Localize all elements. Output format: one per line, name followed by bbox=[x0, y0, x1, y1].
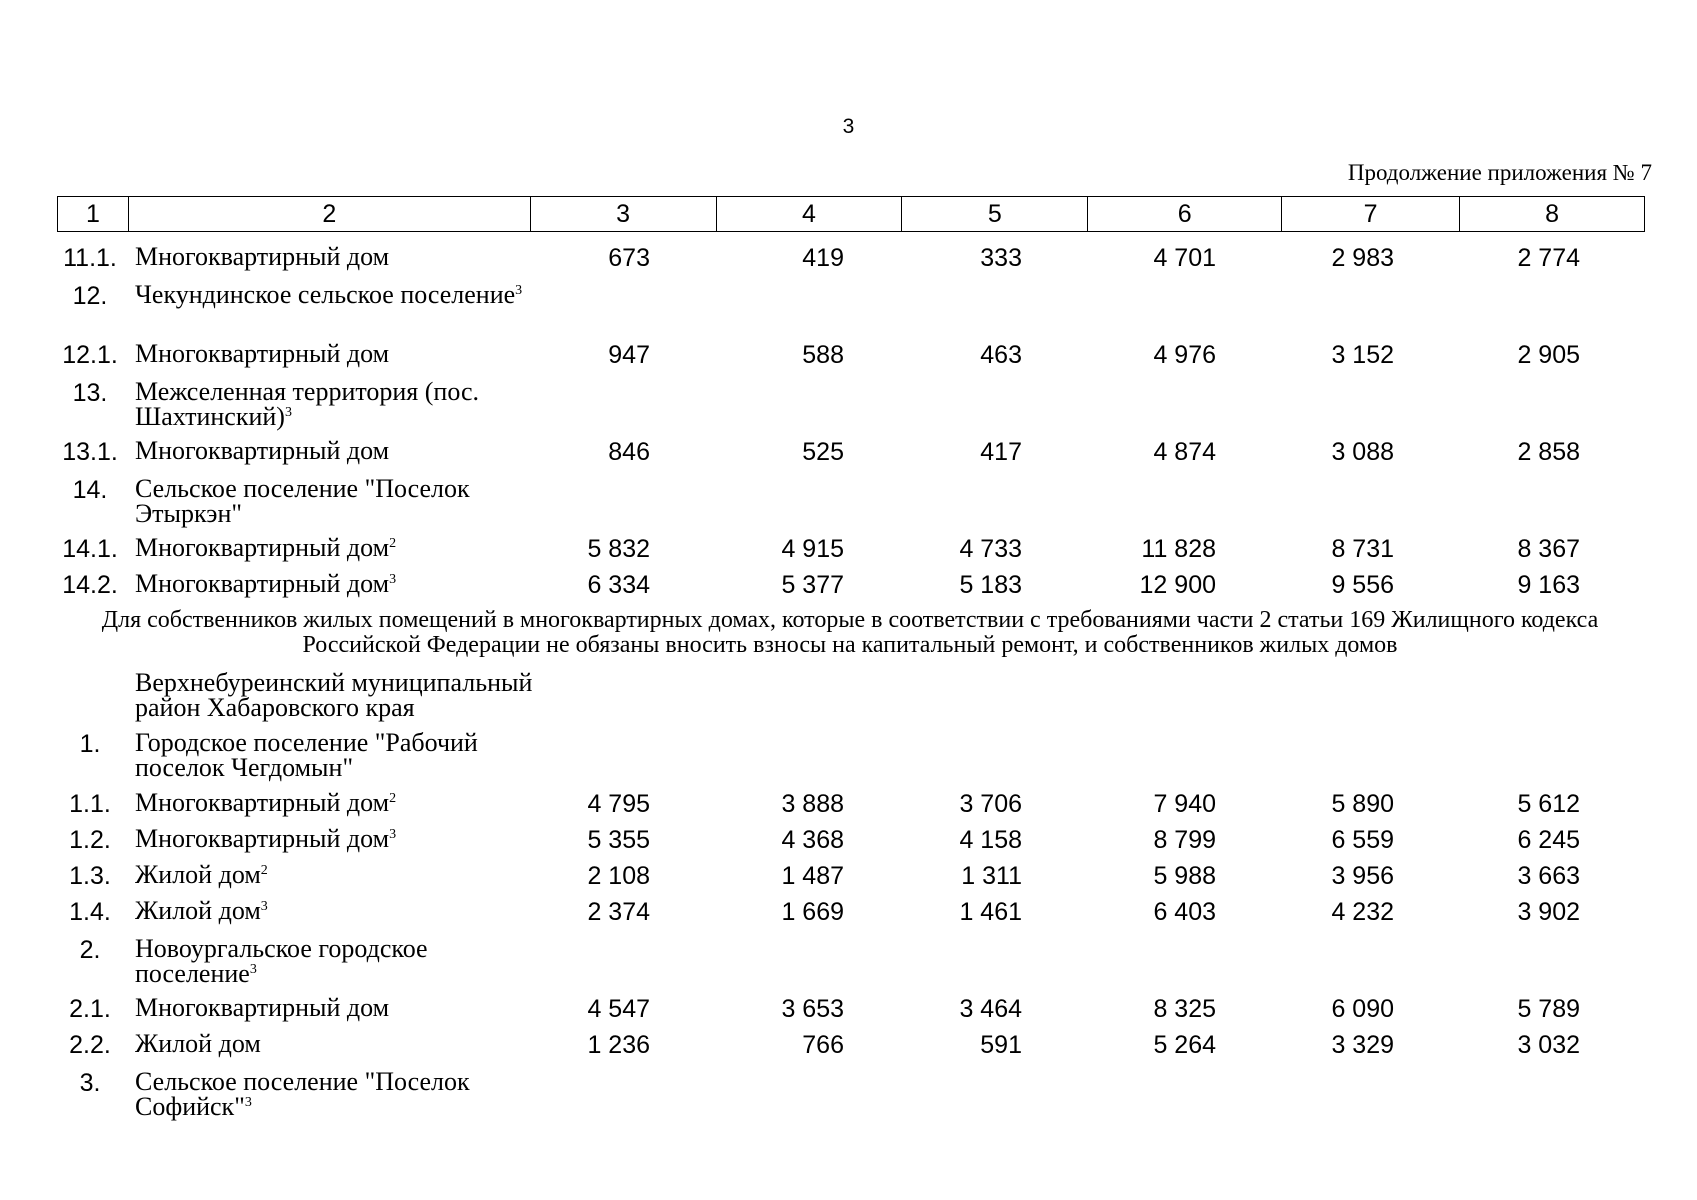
cell-value: 4 976 bbox=[1153, 341, 1216, 369]
cell-value: 9 556 bbox=[1331, 571, 1394, 599]
footnote-mark: 3 bbox=[244, 1095, 252, 1110]
row-name-text: Жилой дом bbox=[135, 1029, 261, 1058]
cell-value: 6 090 bbox=[1331, 995, 1394, 1023]
row-name-text: Многоквартирный дом bbox=[135, 436, 390, 465]
row-name bbox=[135, 535, 535, 560]
cell-value: 3 706 bbox=[959, 790, 1022, 818]
cell-value: 3 902 bbox=[1517, 898, 1580, 926]
column-header: 8 bbox=[1460, 197, 1645, 232]
column-header: 2 bbox=[128, 197, 530, 232]
cell-value: 11 828 bbox=[1141, 535, 1216, 563]
row-name bbox=[135, 244, 535, 269]
row-name bbox=[135, 1069, 535, 1119]
cell-value: 5 377 bbox=[781, 571, 844, 599]
cell-value: 4 158 bbox=[959, 826, 1022, 854]
cell-value: 5 355 bbox=[587, 826, 650, 854]
row-number: 11.1. bbox=[63, 244, 117, 272]
cell-value: 4 874 bbox=[1153, 438, 1216, 466]
cell-value: 5 264 bbox=[1153, 1031, 1216, 1059]
cell-value: 525 bbox=[802, 438, 844, 466]
row-number: 2.2. bbox=[69, 1031, 111, 1059]
row-name bbox=[135, 670, 535, 720]
row-name bbox=[135, 995, 535, 1020]
row-number: 1.3. bbox=[69, 862, 111, 890]
cell-value: 591 bbox=[980, 1031, 1022, 1059]
column-header-table bbox=[57, 196, 1645, 232]
cell-value: 6 245 bbox=[1517, 826, 1580, 854]
footnote-mark: 3 bbox=[515, 283, 523, 298]
cell-value: 4 368 bbox=[781, 826, 844, 854]
row-name-text: Многоквартирный дом bbox=[135, 824, 390, 853]
cell-value: 3 956 bbox=[1331, 862, 1394, 890]
cell-value: 12 900 bbox=[1139, 571, 1216, 599]
column-header: 6 bbox=[1088, 197, 1282, 232]
page-number: 3 bbox=[842, 115, 855, 138]
cell-value: 3 653 bbox=[781, 995, 844, 1023]
cell-value: 5 183 bbox=[959, 571, 1022, 599]
cell-value: 5 789 bbox=[1517, 995, 1580, 1023]
row-name-text: Новоургальское городское поселение bbox=[135, 934, 428, 988]
cell-value: 766 bbox=[802, 1031, 844, 1059]
cell-value: 8 731 bbox=[1331, 535, 1394, 563]
cell-value: 1 311 bbox=[961, 862, 1022, 890]
row-name-text: Жилой дом bbox=[135, 896, 261, 925]
cell-value: 8 799 bbox=[1153, 826, 1216, 854]
cell-value: 5 832 bbox=[587, 535, 650, 563]
cell-value: 2 108 bbox=[587, 862, 650, 890]
cell-value: 4 701 bbox=[1153, 244, 1216, 272]
cell-value: 4 795 bbox=[587, 790, 650, 818]
section-notice: Для собственников жилых помещений в многоквартирных домах, которые в соответствии с требованиями части 2 статьи 169 Жилищного кодекса Российской Федерации не обязаны вносить взносы на капитальный ремонт, и собственников жилых домов bbox=[101, 607, 1599, 658]
row-number: 1. bbox=[79, 730, 101, 758]
column-header: 1 bbox=[58, 197, 129, 232]
cell-value: 3 152 bbox=[1331, 341, 1394, 369]
row-name bbox=[135, 438, 535, 463]
cell-value: 846 bbox=[608, 438, 650, 466]
row-name bbox=[135, 282, 535, 307]
row-name bbox=[135, 936, 535, 986]
row-name bbox=[135, 379, 535, 429]
row-name-text: Межселенная территория (пос. Шахтинский) bbox=[135, 377, 480, 431]
cell-value: 4 232 bbox=[1331, 898, 1394, 926]
row-name-text: Многоквартирный дом bbox=[135, 993, 390, 1022]
cell-value: 417 bbox=[980, 438, 1022, 466]
cell-value: 6 559 bbox=[1331, 826, 1394, 854]
row-number: 14. bbox=[72, 476, 108, 504]
cell-value: 3 663 bbox=[1517, 862, 1580, 890]
cell-value: 4 915 bbox=[781, 535, 844, 563]
row-number: 3. bbox=[79, 1069, 101, 1097]
cell-value: 2 858 bbox=[1517, 438, 1580, 466]
column-header: 7 bbox=[1282, 197, 1460, 232]
row-name-text: Многоквартирный дом bbox=[135, 569, 390, 598]
cell-value: 7 940 bbox=[1153, 790, 1216, 818]
cell-value: 2 374 bbox=[587, 898, 650, 926]
row-name bbox=[135, 1031, 535, 1056]
cell-value: 1 487 bbox=[781, 862, 844, 890]
footnote-mark: 3 bbox=[260, 899, 268, 914]
cell-value: 947 bbox=[608, 341, 650, 369]
row-name-text: Сельское поселение "Поселок Этыркэн" bbox=[135, 474, 470, 528]
cell-value: 2 905 bbox=[1517, 341, 1580, 369]
cell-value: 8 325 bbox=[1153, 995, 1216, 1023]
cell-value: 6 403 bbox=[1153, 898, 1216, 926]
row-name-text: Многоквартирный дом bbox=[135, 533, 390, 562]
column-header: 3 bbox=[530, 197, 716, 232]
cell-value: 5 612 bbox=[1517, 790, 1580, 818]
footnote-mark: 3 bbox=[389, 827, 397, 842]
row-number: 13.1. bbox=[62, 438, 118, 466]
cell-value: 5 988 bbox=[1153, 862, 1216, 890]
row-name-text: Чекундинское сельское поселение bbox=[135, 280, 516, 309]
cell-value: 1 461 bbox=[959, 898, 1022, 926]
cell-value: 3 032 bbox=[1517, 1031, 1580, 1059]
cell-value: 3 464 bbox=[959, 995, 1022, 1023]
cell-value: 419 bbox=[802, 244, 844, 272]
row-name-text: Городское поселение "Рабочий поселок Чегдомын" bbox=[135, 728, 478, 782]
row-name bbox=[135, 790, 535, 815]
row-name-text: Многоквартирный дом bbox=[135, 788, 390, 817]
footnote-mark: 2 bbox=[389, 536, 397, 551]
row-name bbox=[135, 341, 535, 366]
row-name-text: Жилой дом bbox=[135, 860, 261, 889]
cell-value: 2 774 bbox=[1517, 244, 1580, 272]
column-header: 5 bbox=[902, 197, 1088, 232]
cell-value: 588 bbox=[802, 341, 844, 369]
row-number: 14.1. bbox=[62, 535, 118, 563]
cell-value: 333 bbox=[980, 244, 1022, 272]
cell-value: 3 888 bbox=[781, 790, 844, 818]
cell-value: 5 890 bbox=[1331, 790, 1394, 818]
column-header: 4 bbox=[716, 197, 902, 232]
row-name bbox=[135, 476, 535, 526]
row-number: 12.1. bbox=[62, 341, 118, 369]
footnote-mark: 2 bbox=[260, 863, 268, 878]
row-number: 1.4. bbox=[69, 898, 111, 926]
footnote-mark: 3 bbox=[249, 962, 257, 977]
continuation-label: Продолжение приложения № 7 bbox=[1347, 160, 1652, 185]
row-name-text: Сельское поселение "Поселок Софийск" bbox=[135, 1067, 470, 1121]
row-number: 1.2. bbox=[69, 826, 111, 854]
cell-value: 4 547 bbox=[587, 995, 650, 1023]
cell-value: 463 bbox=[980, 341, 1022, 369]
row-name-text: Многоквартирный дом bbox=[135, 242, 390, 271]
row-name-text: Верхнебуреинский муниципальный район Хабаровского края bbox=[135, 668, 533, 722]
cell-value: 2 983 bbox=[1331, 244, 1394, 272]
row-number: 1.1. bbox=[69, 790, 111, 818]
footnote-mark: 3 bbox=[389, 572, 397, 587]
row-name-text: Многоквартирный дом bbox=[135, 339, 390, 368]
cell-value: 9 163 bbox=[1517, 571, 1580, 599]
cell-value: 1 669 bbox=[781, 898, 844, 926]
row-number: 2. bbox=[79, 936, 101, 964]
cell-value: 1 236 bbox=[587, 1031, 650, 1059]
row-name bbox=[135, 862, 535, 887]
cell-value: 3 088 bbox=[1331, 438, 1394, 466]
row-number: 2.1. bbox=[69, 995, 111, 1023]
cell-value: 673 bbox=[608, 244, 650, 272]
cell-value: 4 733 bbox=[959, 535, 1022, 563]
row-number: 13. bbox=[72, 379, 108, 407]
row-name bbox=[135, 898, 535, 923]
footnote-mark: 3 bbox=[284, 405, 292, 420]
row-number: 14.2. bbox=[62, 571, 118, 599]
row-name bbox=[135, 571, 535, 596]
cell-value: 8 367 bbox=[1517, 535, 1580, 563]
cell-value: 3 329 bbox=[1331, 1031, 1394, 1059]
footnote-mark: 2 bbox=[389, 791, 397, 806]
cell-value: 6 334 bbox=[587, 571, 650, 599]
row-name bbox=[135, 826, 535, 851]
row-number: 12. bbox=[72, 282, 108, 310]
row-name bbox=[135, 730, 535, 780]
